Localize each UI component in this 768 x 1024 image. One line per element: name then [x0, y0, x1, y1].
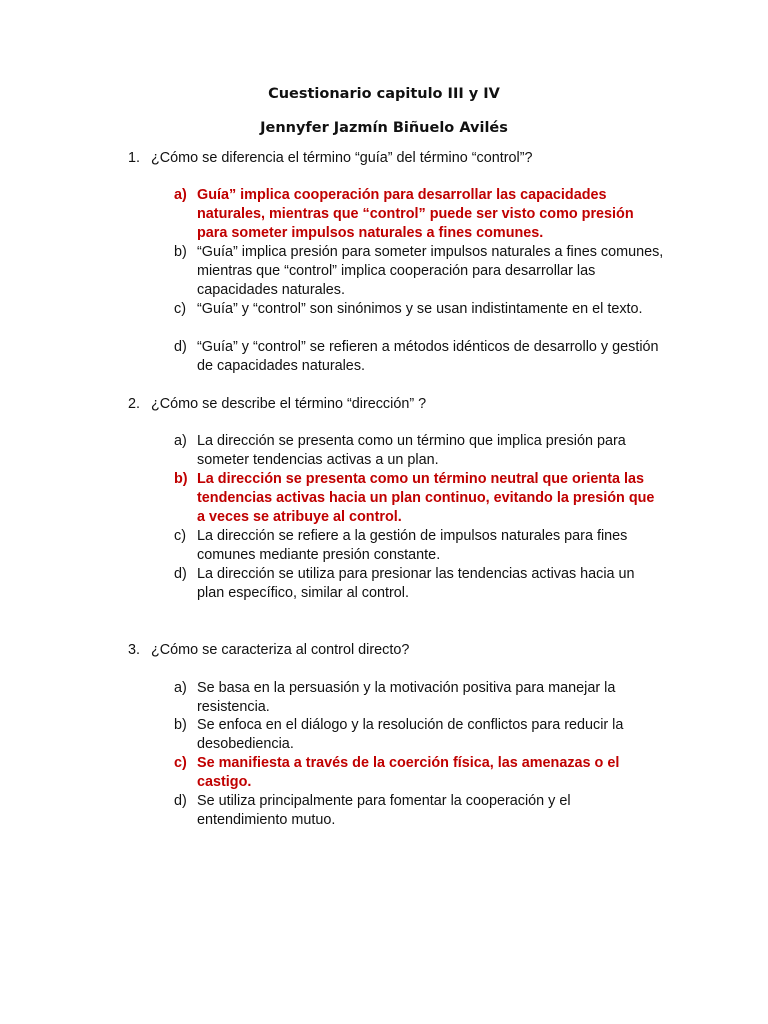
- option-letter: c): [174, 755, 187, 771]
- answer-option: [174, 527, 664, 565]
- answer-option: [174, 300, 664, 319]
- option-letter: c): [174, 528, 186, 544]
- answer-option: [174, 679, 664, 717]
- answer-option: [174, 243, 664, 300]
- option-letter: d): [174, 793, 187, 809]
- option-letter: b): [174, 471, 188, 487]
- option-letter: a): [174, 433, 187, 449]
- option-text: La dirección se refiere a la gestión de impulsos naturales para fines comunes mediante presión constante.: [197, 528, 628, 563]
- answer-option-correct: [174, 186, 664, 243]
- question-text: ¿Cómo se caracteriza al control directo?: [151, 642, 410, 658]
- option-letter: a): [174, 680, 187, 696]
- option-letter: a): [174, 187, 187, 203]
- question-number: 1.: [128, 150, 141, 166]
- option-letter: d): [174, 566, 187, 582]
- option-text: Se manifiesta a través de la coerción física, las amenazas o el castigo.: [197, 755, 620, 790]
- answer-option: [174, 716, 664, 754]
- option-text: Guía” implica cooperación para desarrollar las capacidades naturales, mientras que “control” puede ser visto como presión para someter impulsos naturales a fines comunes.: [197, 187, 634, 241]
- option-letter: c): [174, 301, 186, 317]
- answer-option: [174, 792, 664, 830]
- question-text: ¿Cómo se diferencia el término “guía” del término “control”?: [151, 150, 533, 166]
- question-number: 2.: [128, 396, 141, 412]
- option-letter: b): [174, 244, 187, 260]
- option-text: Se basa en la persuasión y la motivación positiva para manejar la resistencia.: [197, 680, 616, 715]
- option-text: “Guía” y “control” se refieren a métodos idénticos de desarrollo y gestión de capacidades naturales.: [197, 339, 659, 374]
- option-text: Se utiliza principalmente para fomentar la cooperación y el entendimiento mutuo.: [197, 793, 571, 828]
- option-text: Se enfoca en el diálogo y la resolución de conflictos para reducir la desobediencia.: [197, 717, 624, 752]
- option-text: La dirección se utiliza para presionar las tendencias activas hacia un plan específico, similar al control.: [197, 566, 635, 601]
- document-title: Cuestionario capitulo III y IV: [268, 86, 500, 102]
- option-text: “Guía” implica presión para someter impulsos naturales a fines comunes, mientras que “control” implica cooperación para desarrollar las capacidades naturales.: [197, 244, 664, 298]
- option-letter: b): [174, 717, 187, 733]
- answer-option: [174, 432, 664, 470]
- option-text: La dirección se presenta como un término neutral que orienta las tendencias activas hacia un plan continuo, evitando la presión que a veces se atribuye al control.: [197, 471, 655, 525]
- option-text: “Guía” y “control” son sinónimos y se usan indistintamente en el texto.: [197, 301, 643, 317]
- answer-option-correct: [174, 470, 664, 527]
- question-text: ¿Cómo se describe el término “dirección” ?: [151, 396, 427, 412]
- question-number: 3.: [128, 642, 141, 658]
- answer-option-correct: [174, 754, 664, 792]
- option-text: La dirección se presenta como un término que implica presión para someter tendencias activas a un plan.: [197, 433, 626, 468]
- option-letter: d): [174, 339, 187, 355]
- answer-option: [174, 565, 664, 603]
- answer-option: [174, 338, 664, 376]
- author-name: Jennyfer Jazmín Biñuelo Avilés: [260, 120, 508, 136]
